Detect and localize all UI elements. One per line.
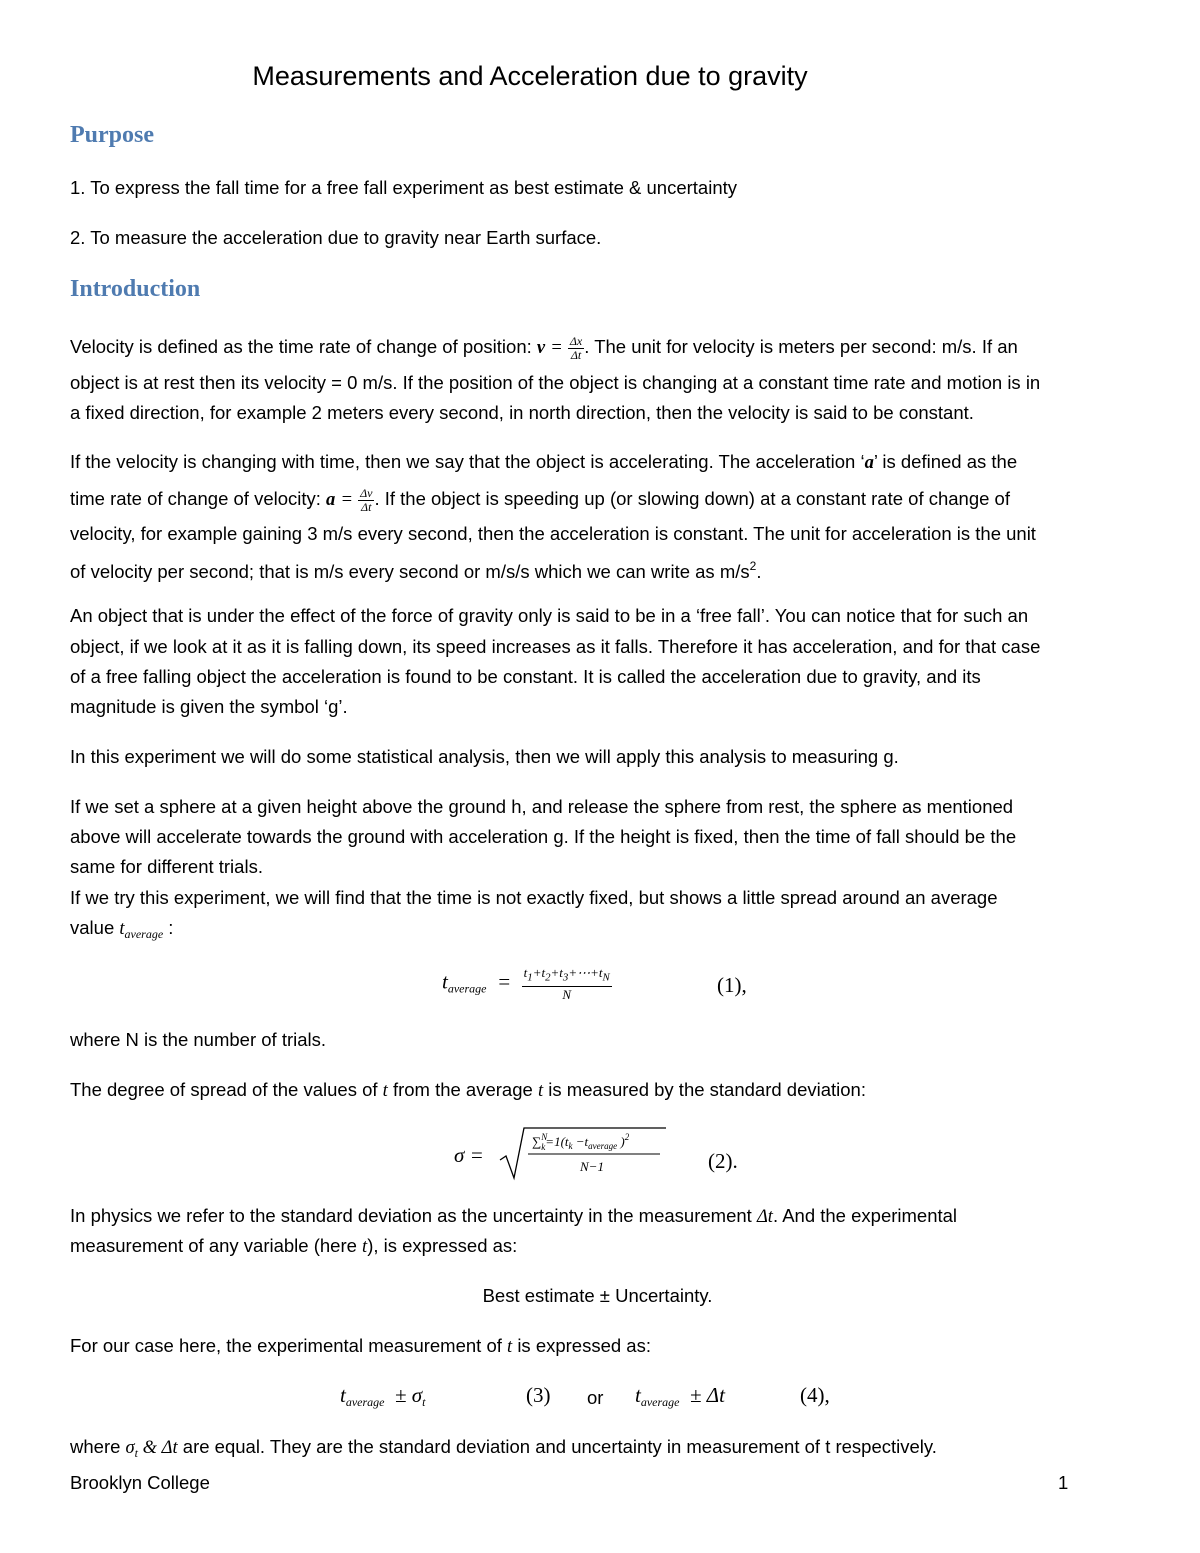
intro-paragraph-3-line-2: object, if we look at it as it is falling down, its speed increases as it falls. Therefore it has acceleration, and for that case	[70, 636, 1041, 657]
purpose-item-2: 2. To measure the acceleration due to gravity near Earth surface.	[70, 227, 602, 248]
svg-text:∑Nk=1(tk −taverage )2: ∑$^N$ $k=1(t_k -t_{average}$ )$^2$	[532, 1132, 630, 1152]
intro-paragraph-8-line-2: measurement of any variable (here t), is expressed as:	[70, 1235, 518, 1257]
dv-over-dt-fraction: $\frac{\Delta v}{\Delta t}$	[360, 485, 373, 514]
footer-institution: Brooklyn College	[70, 1472, 210, 1493]
best-estimate-line: Best estimate ± Uncertainty.	[482, 1285, 713, 1306]
introduction-heading: Introduction	[70, 276, 201, 302]
equation-2-number: (2).	[708, 1149, 738, 1173]
intro-paragraph-6: where N is the number of trials.	[70, 1029, 327, 1050]
intro-paragraph-1-line-1: Velocity is defined as the time rate of change of position: v = $\frac{\Delta x}{\Delta t}$ . The unit for velocity is meters per second: m/s. If an	[70, 333, 1018, 362]
equation-1-number: (1),	[717, 973, 747, 997]
intro-paragraph-5-line-3: same for different trials.	[70, 856, 263, 877]
intro-paragraph-3-line-4: magnitude is given the symbol ‘g’.	[70, 696, 348, 717]
purpose-heading: Purpose	[70, 122, 154, 148]
sqrt-symbol	[498, 1124, 668, 1182]
dx-over-dt-fraction: $\frac{\Delta x}{\Delta t}$	[569, 333, 583, 362]
intro-paragraph-5-line-2: above will accelerate towards the ground with acceleration g. If the height is fixed, then the time of fall should be the	[70, 826, 1017, 847]
footer-page-number: 1	[1058, 1472, 1069, 1493]
intro-paragraph-3-line-3: of a free falling object the acceleration is found to be constant. It is called the acceleration due to gravity, and its	[70, 666, 981, 687]
intro-paragraph-10: where $\sigma_t$ & Δt are equal. They are the standard deviation and uncertainty in measurement of t respectively.	[70, 1436, 937, 1460]
intro-paragraph-9: For our case here, the experimental measurement of t is expressed as:	[70, 1335, 651, 1357]
intro-paragraph-4: In this experiment we will do some statistical analysis, then we will apply this analysis to measuring g.	[70, 746, 899, 767]
intro-paragraph-5-line-5: value $t_{average}$ :	[70, 917, 174, 941]
intro-paragraph-7: The degree of spread of the values of t from the average t is measured by the standard deviation:	[70, 1079, 866, 1101]
equation-4: $t_{average} \pm \Delta t$	[635, 1383, 725, 1409]
purpose-item-1: 1. To express the fall time for a free fall experiment as best estimate & uncertainty	[70, 177, 738, 198]
intro-paragraph-5-line-1: If we set a sphere at a given height above the ground h, and release the sphere from rest, the sphere as mentioned	[70, 796, 1014, 817]
page-title: Measurements and Acceleration due to gravity	[252, 61, 808, 91]
intro-paragraph-5-line-4: If we try this experiment, we will find that the time is not exactly fixed, but shows a little spread around an average	[70, 887, 998, 908]
intro-paragraph-1-line-3: a fixed direction, for example 2 meters every second, in north direction, then the velocity is said to be constant.	[70, 402, 974, 423]
velocity-formula: v	[536, 338, 546, 358]
equation-3-number: (3)	[526, 1383, 551, 1407]
intro-paragraph-2-line-3: velocity, for example gaining 3 m/s every second, then the acceleration is constant. The unit for acceleration is the unit	[70, 523, 1036, 544]
svg-text:N−1: N−1	[580, 1159, 604, 1174]
equation-or-text: or	[587, 1387, 604, 1408]
equation-4-number: (4),	[800, 1383, 830, 1407]
intro-paragraph-3-line-1: An object that is under the effect of the force of gravity only is said to be in a ‘free fall’. You can notice that for such an	[70, 605, 1029, 626]
intro-paragraph-2-line-4: of velocity per second; that is m/s every second or m/s/s which we can write as $m/s^2$.	[70, 559, 762, 582]
equation-3: $t_{average} \pm \sigma_t$	[340, 1383, 426, 1409]
intro-paragraph-8-line-1: In physics we refer to the standard deviation as the uncertainty in the measurement Δt. And the experimental	[70, 1205, 958, 1227]
intro-paragraph-2-line-1: If the velocity is changing with time, then we say that the object is accelerating. The acceleration ‘a’ is defined as the	[70, 451, 1018, 473]
equation-2-standard-deviation: σ =	[454, 1143, 484, 1167]
acceleration-formula: a	[326, 490, 336, 510]
intro-paragraph-1-line-2: object is at rest then its velocity = 0 m/s. If the position of the object is changing at a constant time rate and motion is in	[70, 372, 1041, 393]
equation-1-average-time: $t_{average}$ = $\frac{t_1+t_2+t_3+\cdots+t_N}{N}$	[442, 965, 610, 1002]
intro-paragraph-2-line-2: time rate of change of velocity: a = $\frac{\Delta v}{\Delta t}$ . If the object is speeding up (or slowing down) at a constant rate of change of	[70, 485, 1010, 514]
